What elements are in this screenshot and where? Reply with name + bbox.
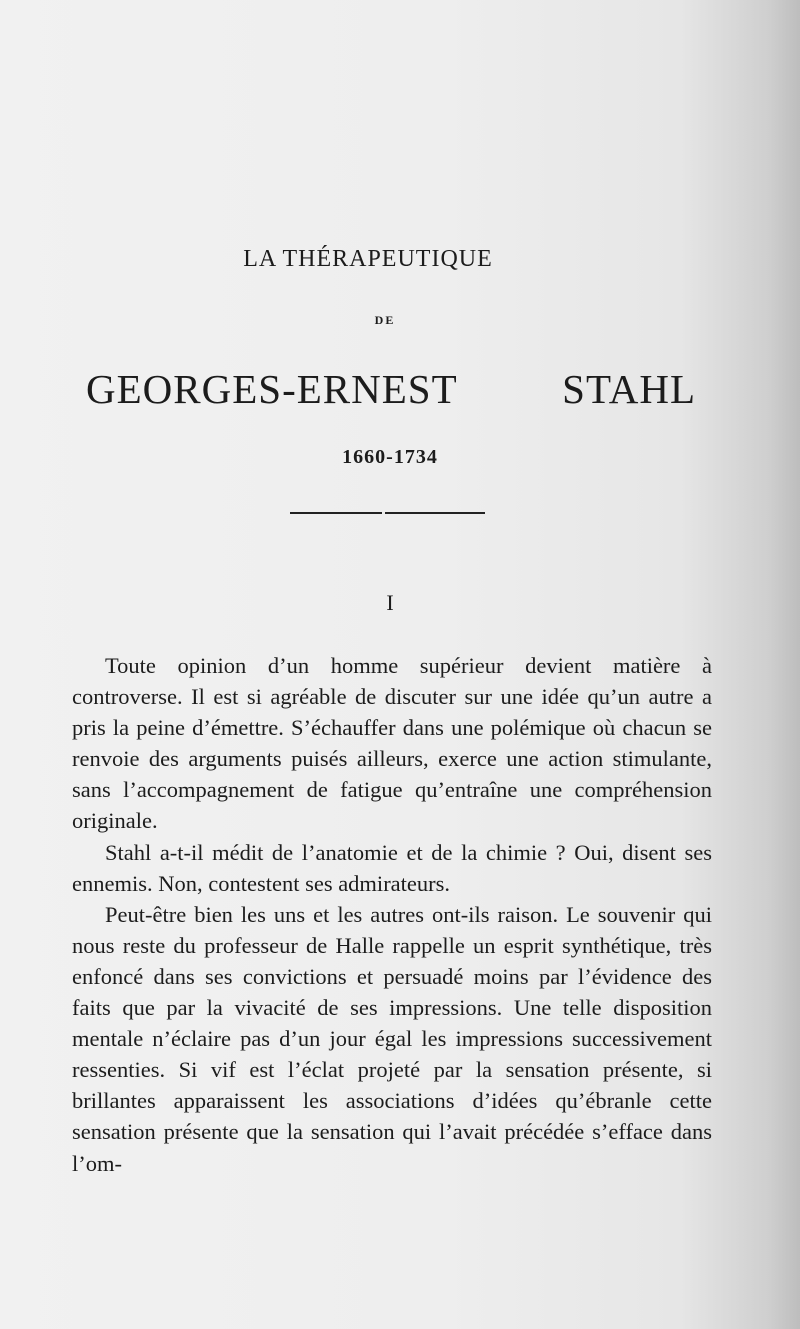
divider-rule-left bbox=[290, 512, 382, 514]
heading-main-title bbox=[86, 365, 696, 413]
heading-name-part-1: GEORGES-ERNEST bbox=[86, 366, 458, 412]
paragraph: Stahl a-t-il médit de l’anatomie et de la chimie ? Oui, disent ses ennemis. Non, contestent ses admirateurs. bbox=[72, 839, 712, 896]
heading-line-2: DE bbox=[374, 313, 396, 327]
divider-rule-right bbox=[385, 512, 485, 514]
paragraph: Toute opinion d’un homme supérieur devient matière à controverse. Il est si agréable de discuter sur une idée qu’un autre a pris la peine d’émettre. S’échauffer dans une polémique où chacun se renvoie des arguments puisés ailleurs, exerce une action stimulante, sans l’accompagnement de fatigue qu’entraîne une compréhension originale. bbox=[72, 653, 712, 834]
section-number: I bbox=[386, 590, 394, 615]
paragraph: Peut-être bien les uns et les autres ont-ils raison. Le souvenir qui nous reste du professeur de Halle rappelle un esprit synthétique, très enfoncé dans ses convictions et persuadé moins par l’évidence des faits que par la vivacité de ses impressions. Une telle disposition mentale n’éclaire pas d’un jour égal les impressions successivement ressenties. Si vif est l’éclat projeté par la sensation présente, si brillantes apparaissent les associations d’idées qu’ébranle cette sensation présente que la sensation qui l’avait précédée s’efface dans l’om- bbox=[72, 901, 712, 1176]
heading-dates: 1660-1734 bbox=[342, 446, 438, 468]
body-text bbox=[72, 650, 712, 1179]
heading-line-1: LA THÉRAPEUTIQUE bbox=[243, 246, 493, 272]
heading-name-part-2: STAHL bbox=[562, 366, 696, 412]
